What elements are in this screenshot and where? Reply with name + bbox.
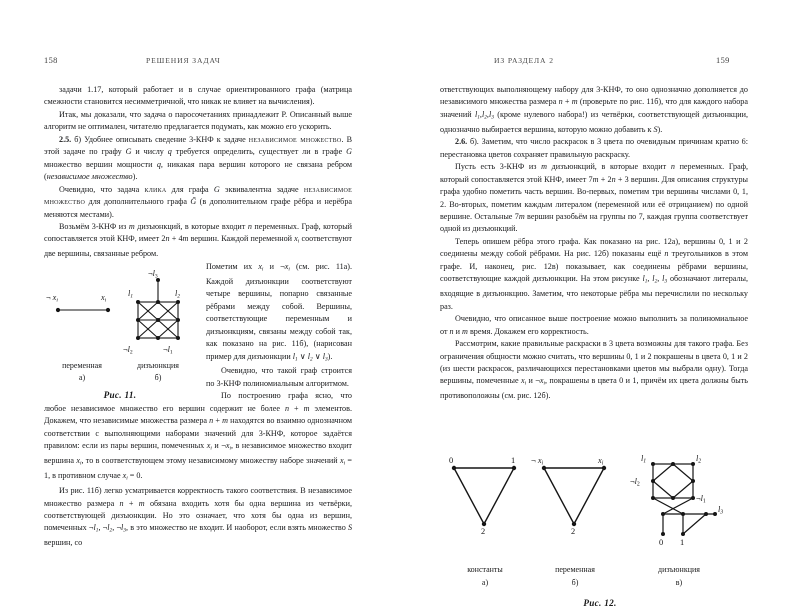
label-l1-fig12: l1 <box>641 454 647 465</box>
folio-left: 158 <box>44 56 58 65</box>
figure-12-title: Рис. 12. <box>583 598 617 608</box>
figure-11-caption-a: переменная <box>62 360 102 370</box>
paragraph: Пусть есть 3-КНФ из m дизъюнкций, в которые входит n переменных. Граф, который сопоставляется этой КНФ, имеет 7m + 2n + 3 вершин. Для описания структуры графа удобно пометить часть вершин. Во-первых, пометим три вершины числами 0, 1, 2. Во-вторых, пометим каждым литералом (переменной или её отрицанием) по одной вершине. Остальные 7m вершин разобьём на группы по 7, каждая группа соответствует одной из дизъюнкций. <box>440 162 748 234</box>
running-head-right: ИЗ РАЗДЕЛА 2 <box>494 56 554 65</box>
text-column-left <box>44 84 352 550</box>
figure-11-panel-a <box>46 293 110 312</box>
paragraph: 2.5. б) Удобнее описывать сведение 3-КНФ к задаче независимое множество. В этой задаче по графу G и числу q требуется определить, существует ли в графе G множество вершин мощности q, никакая пара вершин которого не связана ребром (независимое множество). <box>44 134 352 182</box>
figure-11-graphs <box>44 264 196 360</box>
paragraph: Возьмём 3-КНФ из m дизъюнкций, в которые входит n переменных. Граф, который сопоставляется этой КНФ, имеет 2n + 4m вершин. Каждой переменной $x_i$ соответствуют две вершины, связанные ребром. <box>44 221 353 259</box>
figure-12-panel-a <box>449 456 516 536</box>
text-column-right <box>440 84 748 403</box>
figure-12 <box>440 452 750 608</box>
folio-right: 159 <box>716 56 730 65</box>
label-l3-fig12: l3 <box>718 505 724 516</box>
label-l2: l2 <box>175 288 181 300</box>
figure-12-letter-b: б) <box>571 578 579 587</box>
figure-11-caption-b: дизъюнкция <box>137 360 179 370</box>
label-clause-0: 0 <box>659 538 664 547</box>
figure-11-title: Рис. 11. <box>103 389 137 400</box>
paragraph: Теперь опишем рёбра этого графа. Как показано на рис. 12а), вершины 0, 1 и 2 соединены между собой рёбрами. На рис. 12б) показаны ещё n треугольников в этом графе. И, наконец, рис. 12в) показывает, как соединены рёбрами вершины, соответствующие каждой дизъюнкции. На этом рисунке $l_1$, $l_2$, $l_3$ обозначают литералы, входящие в дизъюнкцию. Заметим, что некоторые рёбра мы перечислили по нескольку раз. <box>440 236 749 311</box>
paragraph: 2.6. б). Заметим, что число раскрасок в 3 цвета по очевидным причинам кратно 6: перестановка цветов сохраняет правильную раскраску. <box>440 137 748 159</box>
label-const-0: 0 <box>449 456 454 465</box>
figure-12-captions <box>440 564 750 590</box>
paragraph: По построению графа ясно, что любое независимое множество его вершин содержит не более n + m элементов. Докажем, что независимые множества размера n + m находятся во взаимно однозначном соответствии с выполняющими наборами значений для 3-КНФ, которое задаётся правилом: если из пары вершин, помеченных $x_i$ и $\neg x_i$, в независимое множество входит вершина $x_i$, то в соответствующем этому независимому множеству наборе значений $x_i = 1$, в противном случае $x_i = 0$. <box>44 391 352 482</box>
label-not-l2-fig12: ¬l2 <box>630 477 640 488</box>
figure-11 <box>44 264 196 400</box>
paragraph: Итак, мы доказали, что задача о паросочетаниях принадлежит P. Описанный выше алгоритм не оптимален, читателю предлагается подумать, как можно его ускорить. <box>44 109 352 132</box>
figure-12-graphs <box>440 452 750 564</box>
paragraph: Очевидно, что задача клика для графа G эквивалентна задаче независимое множество для дополнительного графа Ḡ (в дополнительном графе рёбра и нерёбра меняются местами). <box>44 184 352 219</box>
label-l2-fig12: l2 <box>696 454 702 465</box>
figure-12-letter-a: а) <box>481 578 489 587</box>
label-not-xi: ¬ xi <box>46 292 58 304</box>
figure-11-letter-a: а) <box>78 372 86 382</box>
figure-12-panel-c <box>630 454 723 547</box>
label-not-xi-fig12: ¬ xi <box>531 456 544 467</box>
figure-11-panel-b <box>123 269 180 356</box>
label-xi: xi <box>101 292 107 304</box>
paragraph: Очевидно, что описанное выше построение можно выполнить за полиномиальное от n и m время. Докажем его корректность. <box>440 314 748 336</box>
label-const-1: 1 <box>511 456 516 465</box>
label-not-l2: ¬l2 <box>123 344 133 356</box>
paragraph: Рассмотрим, какие правильные раскраски в 3 цвета возможны для такого графа. Без ограничения общности можно считать, что вершины 0, 1 и 2 покрашены в цвета 0, 1 и 2 (из шести раскрасок, различающихся перестановками цветов мы выбрали одну). Тогда вершины, помеченные $x_i$ и $\neg x_i$, покрашены в цвета 0 и 1, причём их цвета должны быть противоположны (см. рис. 12б). <box>440 339 748 401</box>
figure-12-letter-c: в) <box>675 578 683 587</box>
paragraph: задачи 1.17, который работает и в случае ориентированного графа (матрица смежности становится несимметричной, что никак не влияет на вычисления). <box>44 85 352 107</box>
label-xi-fig12: xi <box>598 456 604 467</box>
paragraph: Из рис. 11б) легко усматривается корректность такого соответствия. В независимое множество размера n + m обязана входить хотя бы одна вершина из четвёрки, соответствующей дизъюнкции. Но это означает, что хотя бы одна из вершин, помеченных $\neg l_1$, $\neg l_2$, $\neg l_3$, в это множество не входит. И наоборот, если взять множество S вершин, со <box>44 486 353 548</box>
label-not-l1: ¬l1 <box>163 344 173 356</box>
figure-12-caption-c: дизъюнкция <box>658 565 700 574</box>
figure-12-caption-a: константы <box>467 565 503 574</box>
label-const-2: 2 <box>481 527 486 536</box>
label-not-l1-fig12: ¬l1 <box>696 494 706 505</box>
figure-11-letter-b: б) <box>154 372 162 382</box>
label-not-l3: ¬l3 <box>148 268 158 280</box>
label-l1: l1 <box>128 288 134 300</box>
paragraph: Очевидно, что такой граф строится по 3-КНФ полиномиальным алгоритмом. <box>206 366 352 388</box>
page-right <box>396 0 792 612</box>
figure-12-caption-b: переменная <box>555 565 595 574</box>
label-clause-1: 1 <box>680 538 685 547</box>
running-head-left: РЕШЕНИЯ ЗАДАЧ <box>146 56 221 65</box>
paragraph: ответствующих выполняющему набору для 3-КНФ, то оно однозначно дополняется до независимого множества размера n + m (проверьте по рис. 11б), что для каждого набора значений $l_1,l_2,l_3$ (кроме нулевого набора!) из четвёрки, соответствующей дизъюнкции, однозначно выбирается вершина, которую можно добавить к S). <box>440 85 749 134</box>
figure-12-panel-b <box>531 456 606 536</box>
paragraph: Пометим их $x_i$ и $\neg x_i$ (см. рис. 11а). Каждой дизъюнкции соответствуют четыре вершины, попарно связанные рёбрами между собой. Вершины, соответствующие переменным и дизъюнкциям, связаны между собой так, как показано на рис. 11б), (нарисован пример для дизъюнкции $l_1$ ∨ $l_2$ ∨ $l_3$). <box>206 261 353 363</box>
label-var-2: 2 <box>571 527 576 536</box>
